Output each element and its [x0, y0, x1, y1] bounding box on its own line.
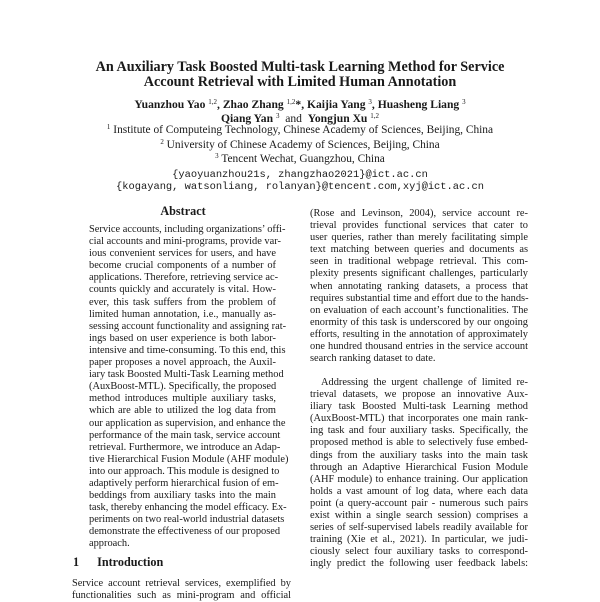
section-title: Introduction	[97, 555, 164, 569]
text-line: plexity presents significant challenges, particularly	[310, 268, 528, 280]
text-line: text matching between queries and documents as	[310, 244, 528, 256]
author-name: Huasheng Liang	[377, 98, 460, 111]
text-line: limited human annotation, i.e., manually as-	[89, 308, 276, 320]
text-line: ciously select four auxiliary tasks to correspond-	[310, 546, 528, 558]
text-line: Service accounts, including organizations’ offi-	[89, 224, 286, 235]
text-line: become crucial components of a number of	[89, 260, 276, 272]
author-name: Yongjun Xu	[307, 112, 368, 125]
text-line: on evaluation of each account’s functionalities. The	[310, 304, 528, 316]
right-column-para-2	[310, 377, 528, 571]
text-line: Addressing the urgent challenge of limited re-	[321, 377, 528, 388]
text-line: proposed method is able to selectively fuse embed-	[310, 437, 528, 449]
text-line: seen in traditional webpage retrieval. This com-	[310, 256, 528, 268]
text-line: iliary task Boosted Multi-task Learning method	[310, 401, 528, 413]
text-line: periments on two real-world industrial datasets	[89, 514, 285, 526]
text-line: requires substantial time and effort due to the hands-	[310, 292, 529, 304]
author-name: Qiang Yan	[220, 112, 274, 125]
text-line: exist within a single search session) comprises a	[310, 510, 528, 522]
text-line: ingly predict the following user feedback labels:	[310, 558, 528, 570]
author-affiliation-sup: 3	[368, 98, 372, 106]
text-line: trieval datasets, we propose an innovative Aux-	[310, 389, 528, 401]
affiliation-text: University of Chinese Academy of Sciences, Beijing, China	[166, 139, 440, 151]
text-line: beddings from auxiliary tasks into the main	[89, 490, 276, 502]
affiliation-3	[0, 153, 600, 166]
text-line: task, thereby enhancing the model efficacy. Ex-	[89, 502, 287, 514]
right-column-para-1	[310, 208, 528, 365]
author-name: Zhao Zhang	[222, 98, 284, 111]
text-line: through an Adaptive Hierarchical Fusion Module	[310, 461, 528, 473]
author-separator: ,	[217, 98, 223, 111]
affiliation-sup: 1	[106, 123, 111, 131]
text-line: Service account retrieval services, exemplified by	[72, 578, 291, 589]
text-line: (AHF module) to enhance training. Our application	[310, 473, 528, 485]
affiliation-2	[0, 139, 600, 152]
text-line: demonstrate the effectiveness of our proposed	[89, 526, 281, 538]
text-line: adaptively perform hierarchical fusion of em-	[89, 477, 279, 489]
text-line: ious convenient services for users, and have	[89, 248, 276, 260]
author-affiliation-sup: 3	[462, 98, 466, 106]
text-line: series of self-supervised labels readily available for	[310, 522, 528, 534]
author-affiliation-sup: 3	[275, 112, 280, 120]
text-line: sessing account functionality and assigning rat-	[89, 320, 287, 332]
affiliation-sup: 2	[160, 138, 164, 146]
text-line: enormity of this task is underscored by our ongoing	[310, 316, 528, 328]
affiliation-1	[0, 124, 600, 137]
text-line: one hundred thousand entries in the service account	[310, 341, 528, 353]
section-number: 1	[73, 555, 80, 569]
text-line: (Rose and Levinson, 2004), service account re-	[310, 208, 528, 219]
email-line-1: {yaoyuanzhou21s, zhangzhao2021}@ict.ac.cn	[172, 169, 428, 181]
text-line: method introduces multiple auxiliary tasks,	[89, 393, 276, 405]
text-line: our application as supervision, and enhance the	[89, 417, 286, 429]
text-line: point (a query-account pair - numerous such pairs	[310, 497, 528, 509]
affiliation-text: Institute of Computeing Technology, Chinese Academy of Sciences, Beijing, China	[113, 124, 494, 136]
text-line: user queries, rather than merely facilitating simple	[310, 232, 528, 244]
text-line: paper proposes a novel approach, the Auxil-	[89, 357, 276, 369]
text-line: cial accounts and mini-programs, provide var-	[89, 236, 281, 248]
paper-title-line-1: An Auxiliary Task Boosted Multi-task Learning Method for Service	[95, 59, 505, 75]
text-line: dings from the auxiliary tasks into the main task	[310, 449, 528, 461]
author-name: Yuanzhou Yao	[134, 98, 206, 111]
author-affiliation-sup: 1,2	[286, 98, 296, 106]
text-line: approach.	[89, 538, 130, 550]
text-line: counts quickly and accurately is vital. How-	[89, 284, 276, 296]
author-separator: ,	[371, 98, 378, 111]
author-affiliation-sup: 1,2	[208, 98, 218, 106]
text-line: holds a vast amount of log data, where each data	[310, 485, 528, 497]
text-line: functionalities such as mini-program and official	[72, 590, 291, 602]
text-line: retrieval. Furthermore, we introduce an Adap-	[89, 441, 281, 453]
authors-line-1	[0, 98, 600, 112]
intro-body	[72, 578, 291, 602]
author-name: Kaijia Yang	[306, 98, 366, 111]
author-affiliation-sup: 1,2	[370, 112, 380, 120]
abstract-heading: Abstract	[160, 204, 206, 218]
text-line: ings based on user experience is both labor-	[89, 332, 276, 344]
text-line: into our approach. This module is designed to	[89, 465, 280, 477]
text-line: which are able to utilized the log data from	[89, 405, 276, 417]
text-line: applications. Therefore, retrieving service ac-	[89, 272, 279, 284]
text-line: efforts, resulting in the annotation of approximately	[310, 328, 528, 340]
text-line: (AuxBoost-MTL) that incorporates one main rank-	[310, 413, 528, 425]
text-line: tive Hierarchical Fusion Module (AHF module)	[89, 453, 289, 465]
text-line: training (Xie et al., 2021). In particular, we judi-	[310, 534, 528, 546]
text-line: iary task Boosted Multi-Task Learning method	[89, 369, 284, 381]
text-line: search ranking dataset to date.	[310, 353, 436, 365]
and-word: and	[285, 112, 302, 125]
affiliation-sup: 3	[215, 152, 219, 160]
text-line: ever, this task suffers from the problem of	[89, 296, 276, 308]
text-line: (AuxBoost-MTL). Specifically, the proposed	[89, 381, 277, 393]
intro-heading	[73, 555, 163, 570]
text-line: ing task and four auxiliary tasks. Specifically, the	[310, 425, 528, 437]
author-separator: *,	[295, 98, 307, 111]
email-line-2: {kogayang, watsonliang, rolanyan}@tencent.com,xyj@ict.ac.cn	[116, 181, 484, 193]
text-line: trieval provides functional services that cater to	[310, 220, 528, 232]
abstract-body	[89, 224, 289, 551]
text-line: performance of the main task, service account	[89, 429, 281, 441]
affiliation-text: Tencent Wechat, Guangzhou, China	[221, 153, 385, 165]
text-line: when annotating ranking datasets, a process that	[310, 280, 528, 292]
paper-title-line-2: Account Retrieval with Limited Human Annotation	[143, 74, 457, 90]
text-line: intensive and time-consuming. To this end, this	[89, 344, 286, 356]
